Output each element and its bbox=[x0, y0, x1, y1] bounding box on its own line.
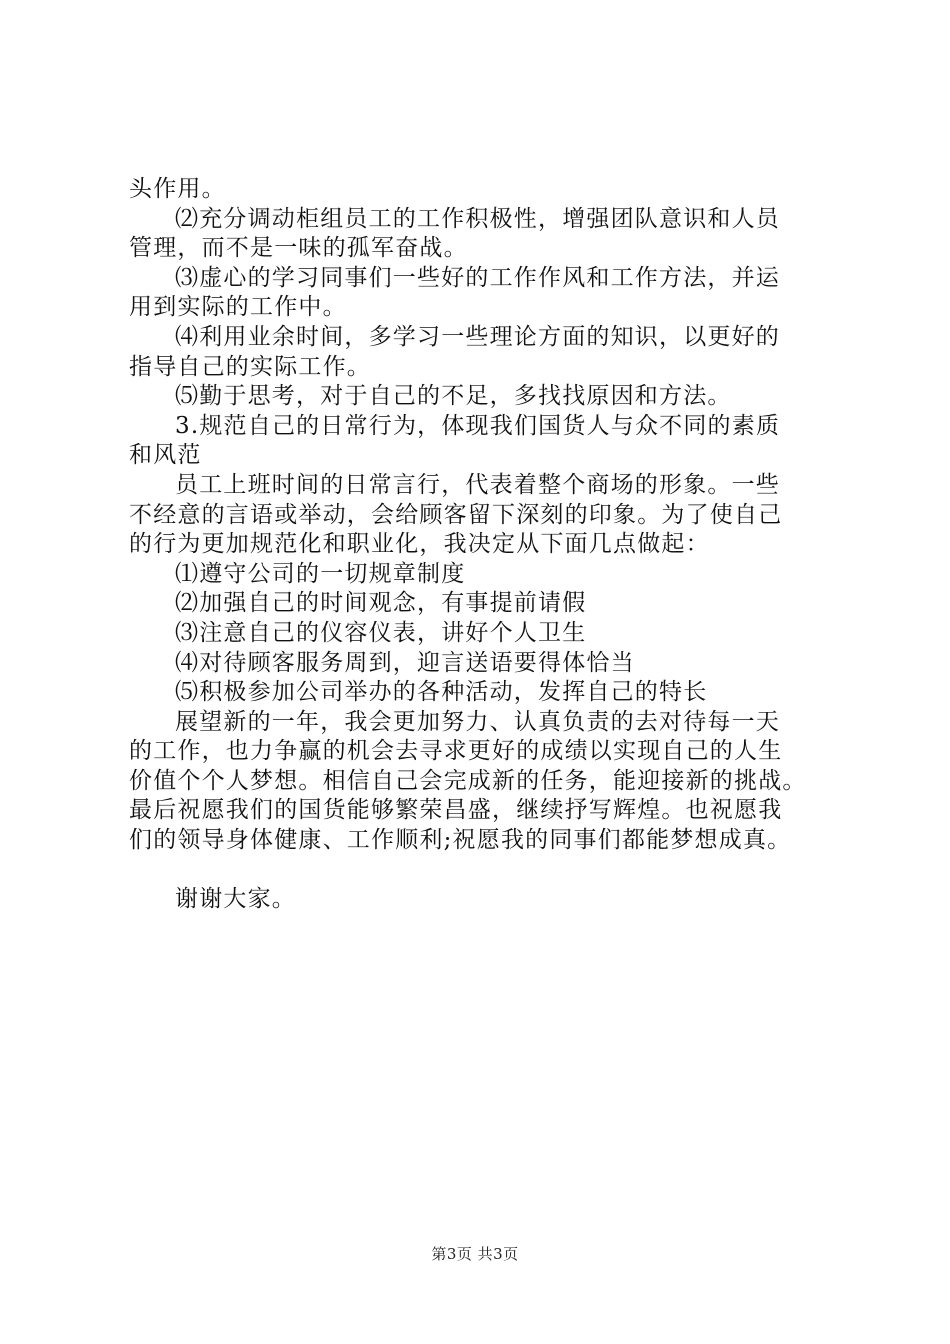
page-footer bbox=[0, 1243, 950, 1264]
paragraph-line: 员工上班时间的日常言行，代表着整个商场的形象。一些 bbox=[175, 471, 780, 498]
blank-line bbox=[129, 856, 835, 886]
paragraph-line: 们的领导身体健康、工作顺利;祝愿我的同事们都能梦想成真。 bbox=[129, 827, 792, 854]
list-item: ⑸勤于思考，对于自己的不足，多找找原因和方法。 bbox=[175, 383, 732, 410]
list-item: ⑵充分调动柜组员工的工作积极性，增强团队意识和人员 bbox=[175, 205, 780, 232]
paragraph-line: 管理，而不是一味的孤军奋战。 bbox=[129, 235, 468, 262]
section-heading-continued: 和风范 bbox=[129, 442, 202, 469]
paragraph-line: 不经意的言语或举动，会给顾客留下深刻的印象。为了使自己 bbox=[129, 501, 783, 528]
list-item: ⑵加强自己的时间观念，有事提前请假 bbox=[175, 590, 587, 617]
page-number: 第3页 共3页 bbox=[431, 1245, 519, 1263]
paragraph-line: 头作用。 bbox=[129, 176, 226, 202]
paragraph-line: 展望新的一年，我会更加努力、认真负责的去对待每一天 bbox=[175, 708, 780, 735]
list-item: ⑸积极参加公司举办的各种活动，发挥自己的特长 bbox=[175, 679, 708, 706]
paragraph-line: 最后祝愿我们的国货能够繁荣昌盛，继续抒写辉煌。也祝愿我 bbox=[129, 797, 783, 824]
paragraph-line: 的工作，也力争赢的机会去寻求更好的成绩以实现自己的人生 bbox=[129, 738, 783, 765]
paragraph-line: 价值个个人梦想。相信自己会完成新的任务，能迎接新的挑战。 bbox=[129, 767, 807, 794]
list-item: ⑷利用业余时间，多学习一些理论方面的知识，以更好的 bbox=[175, 323, 780, 350]
list-item: ⑴遵守公司的一切规章制度 bbox=[175, 560, 466, 587]
paragraph-line: 的行为更加规范化和职业化，我决定从下面几点做起： bbox=[129, 531, 710, 558]
list-item: ⑷对待顾客服务周到，迎言送语要得体恰当 bbox=[175, 649, 635, 676]
list-item: ⑶注意自己的仪容仪表，讲好个人卫生 bbox=[175, 619, 587, 646]
closing-line: 谢谢大家。 bbox=[175, 886, 296, 913]
body-text bbox=[129, 175, 835, 915]
list-item: ⑶虚心的学习同事们一些好的工作作风和工作方法，并运 bbox=[175, 264, 780, 291]
paragraph-line: 指导自己的实际工作。 bbox=[129, 353, 371, 380]
section-heading: 3.规范自己的日常行为，体现我们国货人与众不同的素质 bbox=[175, 412, 781, 439]
paragraph-line: 用到实际的工作中。 bbox=[129, 294, 347, 321]
